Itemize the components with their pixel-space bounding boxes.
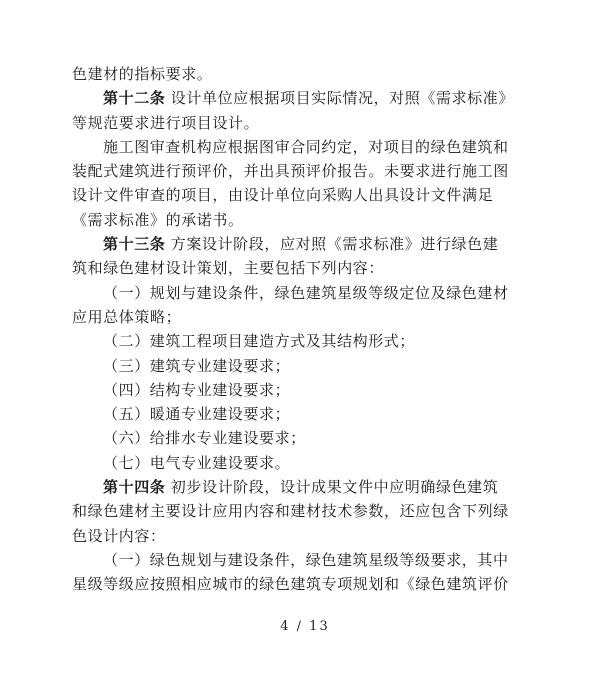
list-item: （七）电气专业建设要求。 xyxy=(103,453,291,472)
list-item: （一）规划与建设条件，绿色建筑星级等级定位及绿色建材 xyxy=(103,283,509,302)
article-text: 方案设计阶段，应对照《需求标准》进行绿色建 xyxy=(170,235,499,254)
document-body xyxy=(72,62,542,597)
list-item: （一）绿色规划与建设条件，绿色建筑星级等级要求，其中 xyxy=(103,550,509,569)
text-line: 《需求标准》的承诺书。 xyxy=(72,210,244,229)
text-line: 和绿色建材主要设计应用内容和建材技术参数，还应包含下列绿 xyxy=(72,502,509,521)
text-line: 设计文件审查的项目，由设计单位向采购人出具设计文件满足 xyxy=(72,186,494,205)
article-heading: 第十二条 xyxy=(103,89,166,108)
list-item: （六）给排水专业建设要求； xyxy=(103,429,306,448)
list-item: （三）建筑专业建设要求； xyxy=(103,356,291,375)
article-13-line xyxy=(72,232,542,256)
article-heading: 第十四条 xyxy=(103,478,166,497)
list-item: （四）结构专业建设要求； xyxy=(103,380,291,399)
article-12-line xyxy=(72,86,542,110)
article-heading: 第十三条 xyxy=(103,235,166,254)
page-number: 4 / 13 xyxy=(280,619,330,634)
text-line: 装配式建筑进行预评价，并出具预评价报告。未要求进行施工图 xyxy=(72,162,509,181)
list-item: （二）建筑工程项目建造方式及其结构形式； xyxy=(103,332,416,351)
article-14-line xyxy=(72,475,542,499)
article-text: 初步设计阶段，设计成果文件中应明确绿色建筑 xyxy=(170,478,499,497)
text-line: 等规范要求进行项目设计。 xyxy=(72,113,260,132)
article-text: 设计单位应根据项目实际情况，对照《需求标准》 xyxy=(170,89,514,108)
list-item: （五）暖通专业建设要求； xyxy=(103,405,291,424)
text-line: 色建材的指标要求。 xyxy=(72,65,213,83)
text-line: 星级等级应按照相应城市的绿色建筑专项规划和《绿色建筑评价 xyxy=(72,575,509,594)
text-line: 色设计内容： xyxy=(72,526,166,545)
text-line: 筑和绿色建材设计策划，主要包括下列内容： xyxy=(72,259,385,278)
text-line: 应用总体策略； xyxy=(72,307,182,326)
text-line: 施工图审查机构应根据图审合同约定，对项目的绿色建筑和 xyxy=(103,137,509,156)
